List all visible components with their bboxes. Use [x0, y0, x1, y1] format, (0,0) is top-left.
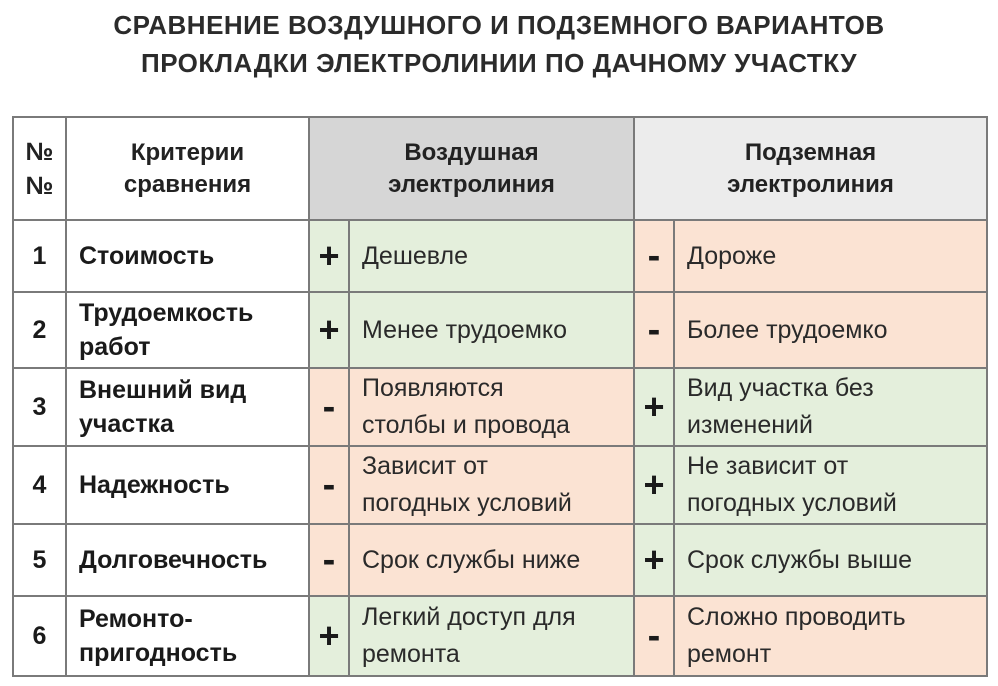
row-criterion-line-1: Долговечность	[79, 546, 268, 574]
ground-sign-plus: +	[634, 446, 674, 524]
ground-sign-plus: +	[634, 368, 674, 446]
ground-value-line-1: Вид участка без	[687, 374, 874, 402]
air-value-line-1: Дешевле	[362, 241, 468, 270]
row-criterion-line-1: Надежность	[79, 471, 230, 499]
air-value	[349, 446, 634, 524]
ground-sign-plus: +	[634, 524, 674, 596]
air-sign-minus: -	[309, 524, 349, 596]
table-row	[13, 446, 987, 524]
header-number-line-1: №	[25, 137, 54, 166]
ground-value-line-2: изменений	[687, 411, 813, 439]
row-number: 3	[13, 368, 66, 446]
header-ground-line	[634, 117, 987, 220]
air-sign-plus: +	[309, 220, 349, 292]
ground-value-line-1: Более трудоемко	[687, 315, 888, 344]
title-line-2: ПРОКЛАДКИ ЭЛЕКТРОЛИНИИ ПО ДАЧНОМУ УЧАСТКУ	[141, 48, 857, 78]
air-value	[349, 220, 634, 292]
ground-value-line-1: Не зависит от	[687, 452, 849, 480]
row-criterion-line-1: Стоимость	[79, 242, 215, 270]
row-criterion	[66, 292, 309, 368]
row-criterion-line-1: Трудоемкость	[79, 299, 254, 327]
header-air-line-2: электролиния	[388, 170, 555, 198]
row-criterion-line-2: участка	[79, 410, 174, 438]
ground-value	[674, 446, 987, 524]
ground-value-line-1: Срок службы выше	[687, 545, 913, 574]
air-sign-plus: +	[309, 596, 349, 676]
row-number: 1	[13, 220, 66, 292]
ground-value-line-2: погодных условий	[687, 489, 897, 517]
row-criterion	[66, 368, 309, 446]
comparison-table	[12, 116, 988, 677]
page-title	[0, 6, 998, 82]
row-number: 4	[13, 446, 66, 524]
ground-sign-minus: -	[634, 220, 674, 292]
row-number: 5	[13, 524, 66, 596]
ground-value-line-1: Сложно проводить	[687, 603, 906, 631]
row-number: 2	[13, 292, 66, 368]
table-row	[13, 596, 987, 676]
header-criteria-line-2: сравнения	[123, 170, 252, 198]
air-value	[349, 292, 634, 368]
air-value-line-2: столбы и провода	[362, 411, 570, 439]
row-criterion-line-1: Внешний вид	[79, 376, 247, 404]
air-value-line-1: Легкий доступ для	[362, 603, 576, 631]
row-criterion	[66, 596, 309, 676]
ground-value	[674, 368, 987, 446]
header-ground-line-2: электролиния	[727, 170, 894, 198]
air-value-line-2: погодных условий	[362, 489, 572, 517]
air-value-line-1: Менее трудоемко	[362, 315, 568, 344]
air-value	[349, 596, 634, 676]
header-number	[13, 117, 66, 220]
ground-value	[674, 596, 987, 676]
table-row	[13, 220, 987, 292]
table-row	[13, 524, 987, 596]
table-row	[13, 368, 987, 446]
ground-value-line-1: Дороже	[687, 241, 777, 270]
air-value-line-2: ремонта	[362, 640, 460, 668]
air-value-line-1: Зависит от	[362, 452, 488, 480]
header-number-line-2: №	[25, 171, 54, 200]
row-criterion	[66, 220, 309, 292]
ground-value	[674, 524, 987, 596]
header-criteria	[66, 117, 309, 220]
air-sign-minus: -	[309, 446, 349, 524]
header-ground-line-1: Подземная	[744, 138, 877, 166]
air-sign-minus: -	[309, 368, 349, 446]
air-value-line-1: Срок службы ниже	[362, 545, 581, 574]
header-criteria-line-1: Критерии	[130, 138, 245, 166]
table-body	[13, 220, 987, 676]
ground-value	[674, 220, 987, 292]
air-value-line-1: Появляются	[362, 374, 504, 402]
header-air-line-1: Воздушная	[404, 138, 539, 166]
table-header-row	[13, 117, 987, 220]
row-criterion-line-2: работ	[79, 333, 151, 361]
air-value	[349, 368, 634, 446]
row-number: 6	[13, 596, 66, 676]
air-value	[349, 524, 634, 596]
ground-sign-minus: -	[634, 292, 674, 368]
row-criterion	[66, 524, 309, 596]
row-criterion	[66, 446, 309, 524]
header-air-line	[309, 117, 634, 220]
row-criterion-line-2: пригодность	[79, 639, 238, 667]
air-sign-plus: +	[309, 292, 349, 368]
ground-value	[674, 292, 987, 368]
row-criterion-line-1: Ремонто-	[79, 605, 193, 633]
ground-sign-minus: -	[634, 596, 674, 676]
ground-value-line-2: ремонт	[687, 640, 772, 668]
table-row	[13, 292, 987, 368]
title-line-1: СРАВНЕНИЕ ВОЗДУШНОГО И ПОДЗЕМНОГО ВАРИАНТОВ	[113, 10, 885, 40]
